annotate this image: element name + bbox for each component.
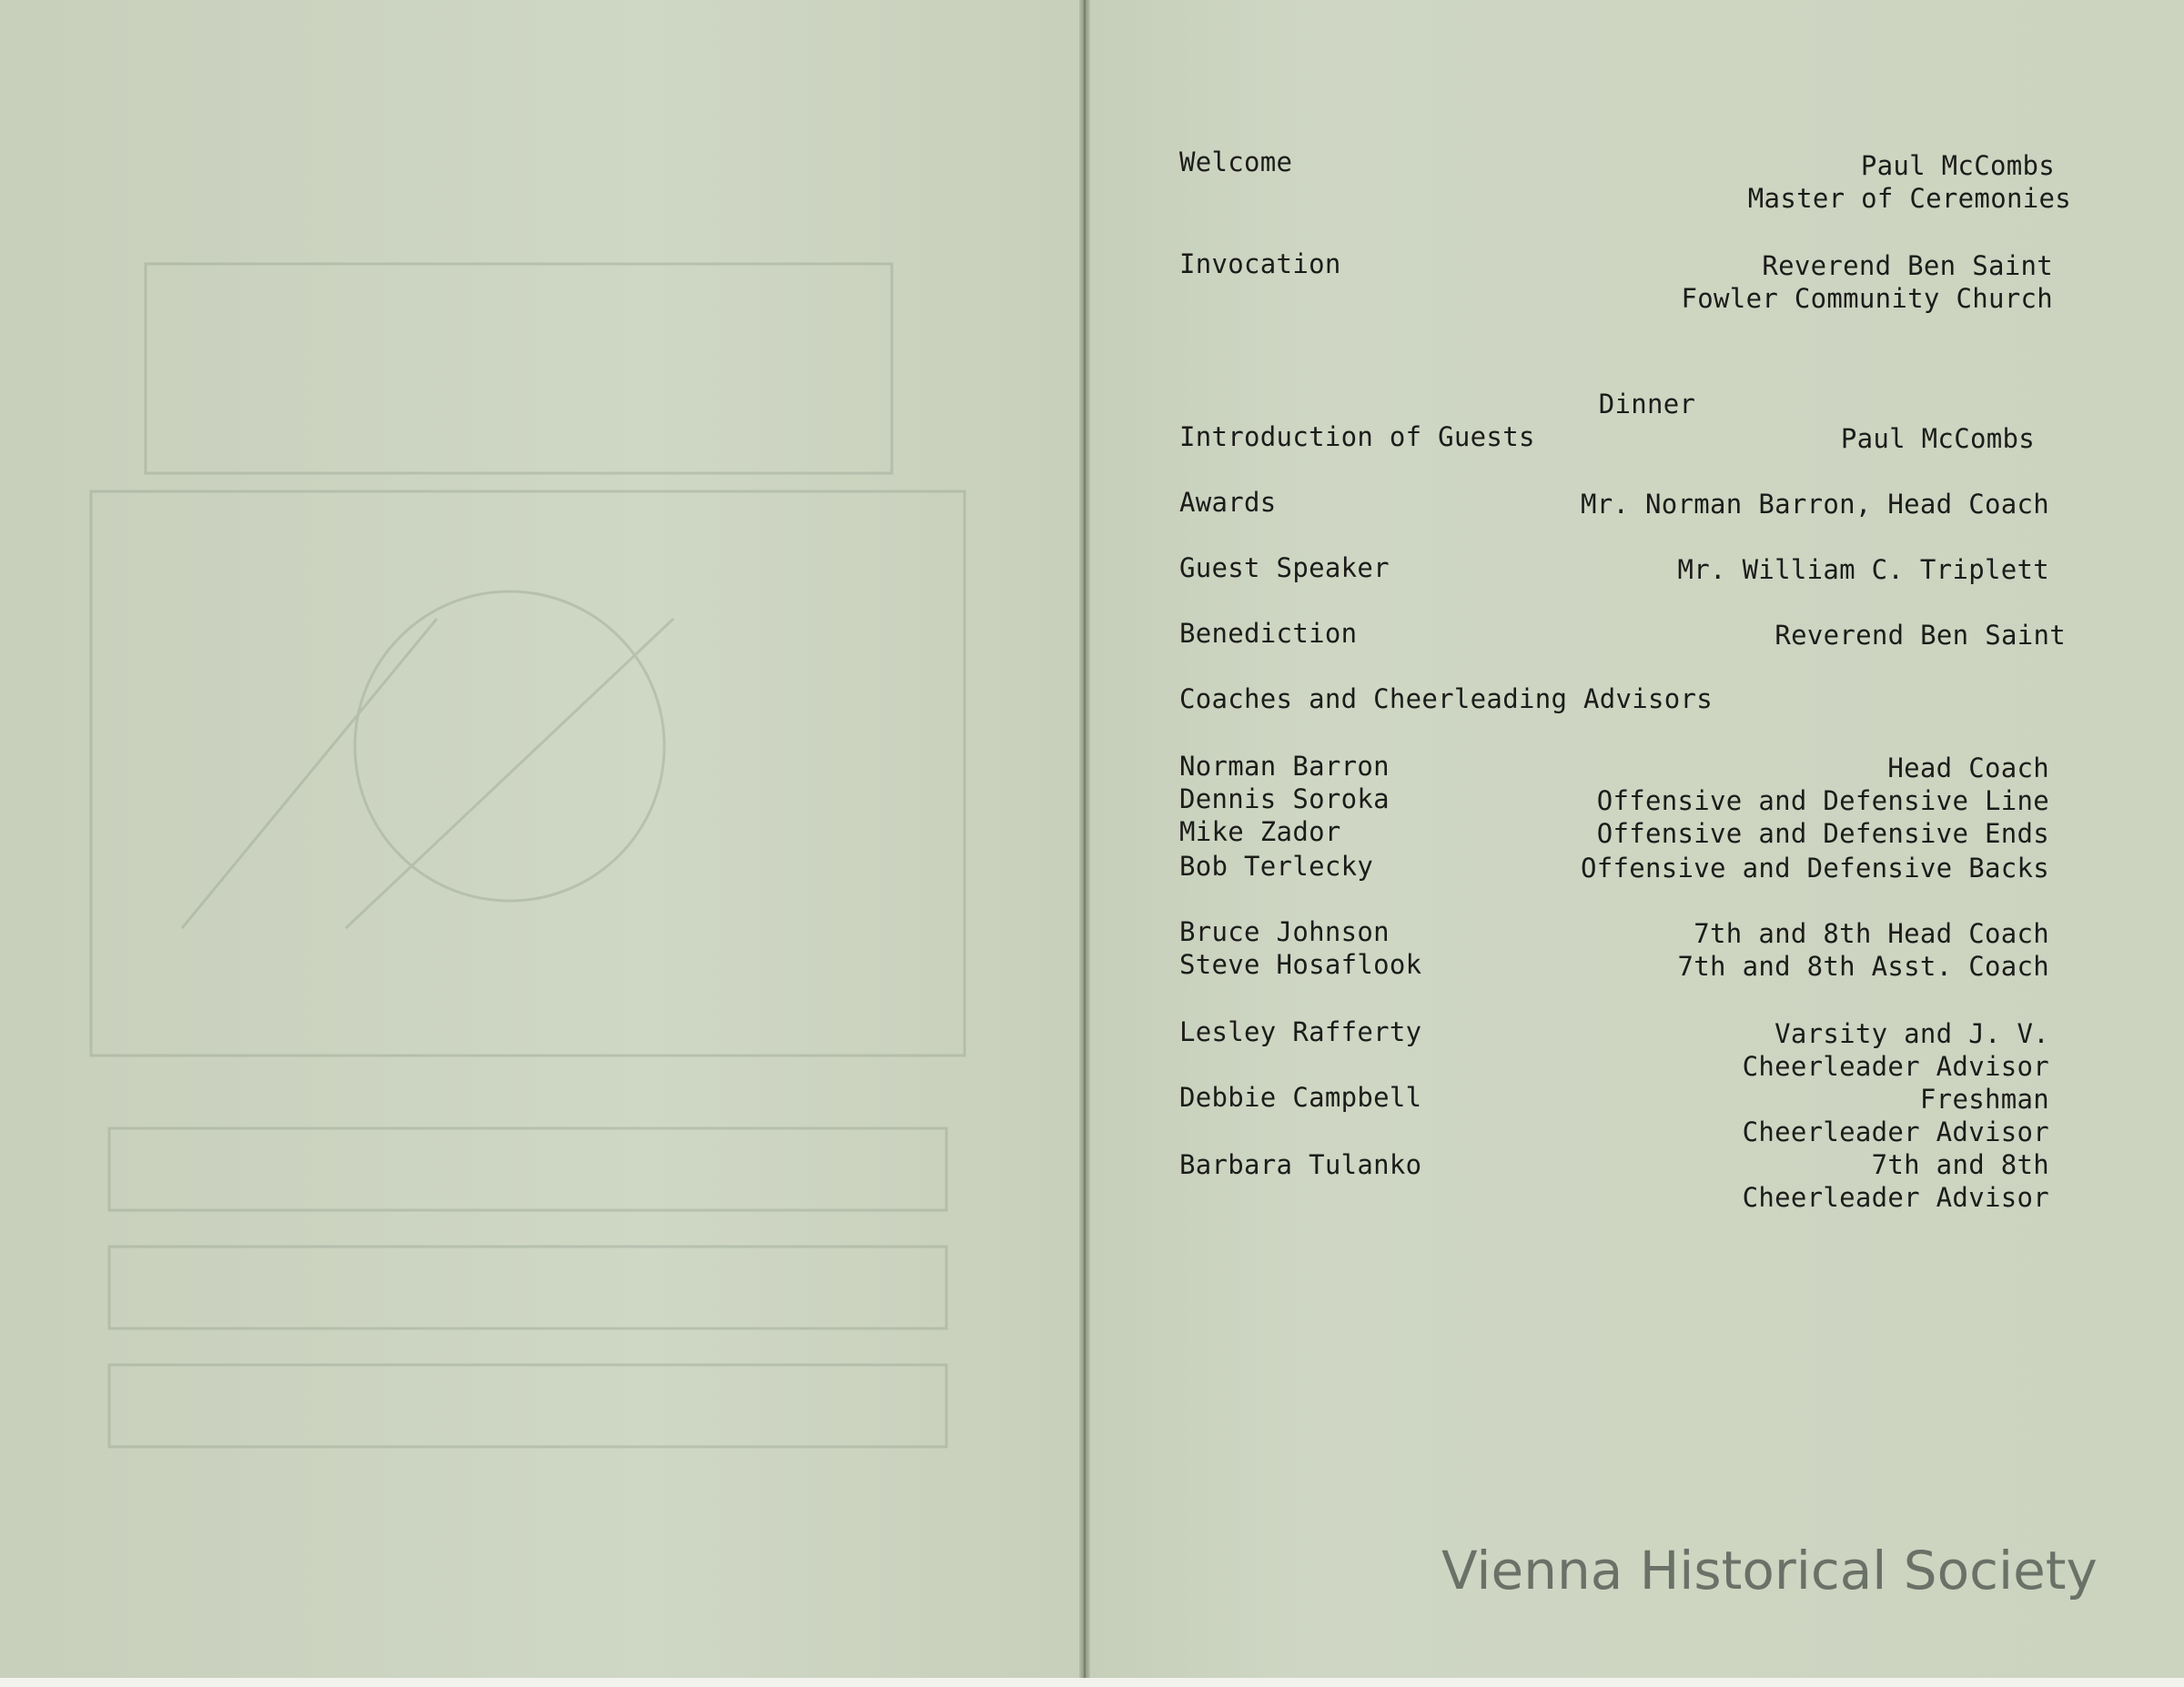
ghost-band-1 xyxy=(109,1128,946,1210)
coach-name: Bob Terlecky xyxy=(1179,851,1374,882)
program-label: Welcome xyxy=(1179,146,1293,177)
coach-name: Dennis Soroka xyxy=(1179,783,1390,814)
coach-role: Offensive and Defensive Line xyxy=(1596,785,2049,816)
advisor-role: Varsity and J. V. xyxy=(1774,1018,2049,1049)
staff-heading-text: Coaches and Cheerleading Advisors xyxy=(1179,683,1714,714)
advisor-role-line2: Cheerleader Advisor xyxy=(1742,1116,2049,1147)
program-role: Fowler Community Church xyxy=(1681,283,2053,314)
program-label: Dinner xyxy=(1598,389,1696,419)
ghost-circle xyxy=(355,591,664,901)
ghost-diagonal xyxy=(346,619,673,928)
advisor-row xyxy=(1179,1148,2071,1312)
program-label: Invocation xyxy=(1179,248,1341,279)
ghost-frame xyxy=(91,491,965,1056)
coach-role: Offensive and Defensive Backs xyxy=(1580,853,2049,884)
program-name: Paul McCombs xyxy=(1840,423,2035,454)
program-label: Awards xyxy=(1179,487,1277,518)
ghost-band-3 xyxy=(109,1365,946,1447)
advisor-role-line2: Cheerleader Advisor xyxy=(1742,1182,2049,1213)
show-through-cover-art xyxy=(55,109,1001,1529)
program-role: Master of Ceremonies xyxy=(1747,183,2071,214)
advisor-name: Barbara Tulanko xyxy=(1179,1149,1422,1180)
coach-role: 7th and 8th Asst. Coach xyxy=(1677,951,2049,982)
advisor-role: Freshman xyxy=(1919,1084,2049,1115)
coach-role: Offensive and Defensive Ends xyxy=(1596,818,2049,849)
coach-role: 7th and 8th Head Coach xyxy=(1694,918,2049,949)
left-page-back-cover xyxy=(0,0,1083,1687)
coach-name: Bruce Johnson xyxy=(1179,916,1390,947)
program-name: Reverend Ben Saint xyxy=(1762,250,2053,281)
ghost-band-2 xyxy=(109,1247,946,1328)
program-label: Guest Speaker xyxy=(1179,552,1390,583)
ghost-frame-upper xyxy=(146,264,892,473)
coach-name: Mike Zador xyxy=(1179,816,1341,847)
scan-bottom-edge xyxy=(0,1678,2184,1687)
ghost-diagonal-2 xyxy=(182,619,437,928)
book-spine xyxy=(1079,0,1090,1687)
program-name: Reverend Ben Saint xyxy=(1774,620,2066,651)
advisor-name: Lesley Rafferty xyxy=(1179,1016,1422,1047)
advisor-name: Debbie Campbell xyxy=(1179,1082,1422,1113)
program-name: Paul McCombs xyxy=(1860,150,2055,181)
program-name: Mr. William C. Triplett xyxy=(1677,554,2049,585)
program-label: Benediction xyxy=(1179,618,1358,649)
program-label: Introduction of Guests xyxy=(1179,421,1535,452)
coach-role: Head Coach xyxy=(1887,753,2049,783)
coach-name: Steve Hosaflook xyxy=(1179,949,1422,980)
advisor-role: 7th and 8th xyxy=(1871,1149,2049,1180)
program-name: Mr. Norman Barron, Head Coach xyxy=(1580,489,2049,520)
coach-name: Norman Barron xyxy=(1179,751,1390,782)
advisor-role-line2: Cheerleader Advisor xyxy=(1742,1051,2049,1082)
watermark-text: Vienna Historical Society xyxy=(1441,1540,2098,1601)
